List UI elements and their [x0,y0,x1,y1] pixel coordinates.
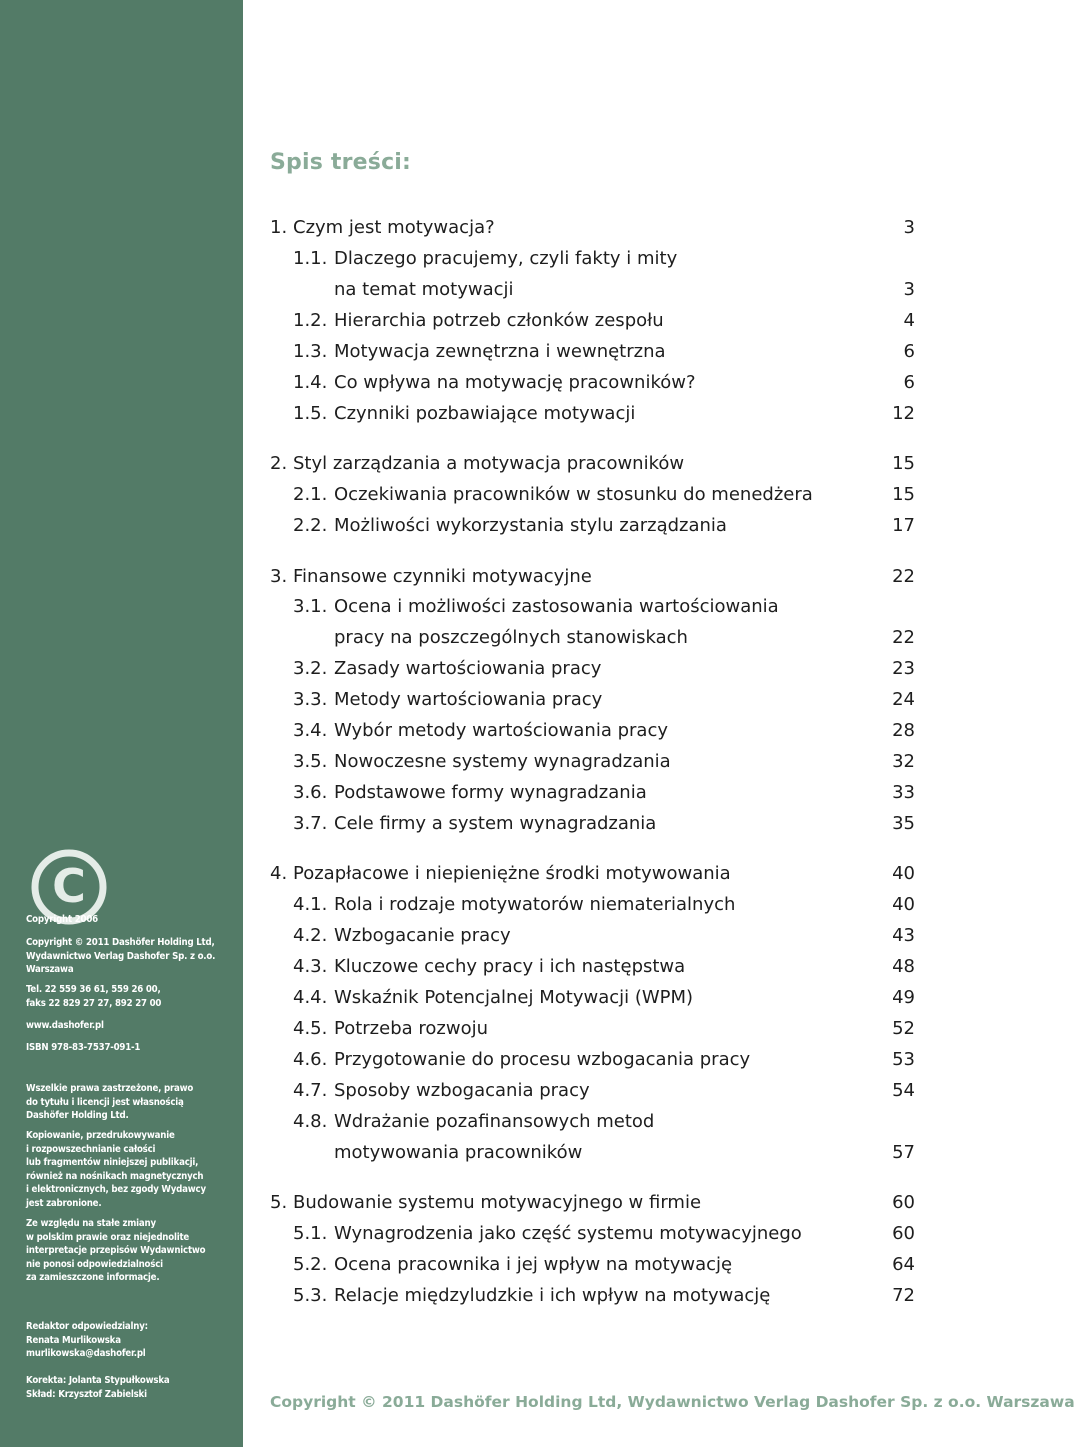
toc-entry [270,1218,915,1249]
entry-title: Metody wartościowania pracy [334,689,603,710]
toc-entry [270,808,915,839]
entry-title: pracy na poszczególnych stanowiskach [334,627,688,648]
entry-title: Czym jest motywacja? [293,217,495,238]
rights-line: do tytułu i licencji jest własnością [26,1096,184,1108]
entry-number: 3.3. [293,689,328,710]
copying-block [26,1129,236,1210]
entry-page: 23 [892,658,915,679]
isbn: ISBN 978-83-7537-091-1 [26,1042,141,1053]
entry-title: Możliwości wykorzystania stylu zarządzania [334,515,727,536]
credits-line: Korekta: Jolanta Stypułkowska [26,1375,170,1386]
entry-page: 32 [892,751,915,772]
entry-page: 17 [892,515,915,536]
liability-line: w polskim prawie oraz niejednolite [26,1231,190,1243]
entry-number: 1.2. [293,310,328,331]
entry-number: 4.7. [293,1080,328,1101]
entry-title: Czynniki pozbawiające motywacji [334,403,636,424]
toc-entry [270,448,915,479]
entry-page: 3 [903,217,915,238]
copyright-symbol: C [52,859,86,913]
entry-number: 2.2. [293,515,328,536]
entry-number: 3. [270,566,288,587]
toc-entry [270,510,915,541]
entry-title: Oczekiwania pracowników w stosunku do menedżera [334,484,813,505]
toc-entry [270,398,915,429]
entry-title: Wskaźnik Potencjalnej Motywacji (WPM) [334,987,694,1008]
entry-number: 3.2. [293,658,328,679]
entry-number: 4.8. [293,1111,328,1132]
toc-entry [270,274,915,305]
entry-title: Potrzeba rozwoju [334,1018,488,1039]
liability-block [26,1217,236,1285]
entry-title: Wzbogacanie pracy [334,925,511,946]
entry-page: 52 [892,1018,915,1039]
entry-number: 1.5. [293,403,328,424]
toc-entry [270,684,915,715]
toc-entry [270,305,915,336]
entry-page: 60 [892,1192,915,1213]
toc-entry [270,889,915,920]
toc-entry [270,1044,915,1075]
entry-page: 6 [903,372,915,393]
toc-entry [270,858,915,889]
entry-page: 48 [892,956,915,977]
phone-line: Tel. 22 559 36 61, 559 26 00, [26,984,161,995]
editor-email: murlikowska@dashofer.pl [26,1348,146,1359]
entry-title: Finansowe czynniki motywacyjne [293,566,592,587]
entry-title: Podstawowe formy wynagradzania [334,782,647,803]
rights-block [26,1082,236,1123]
entry-number: 1.4. [293,372,328,393]
entry-number: 5.2. [293,1254,328,1275]
entry-title: Co wpływa na motywację pracowników? [334,372,696,393]
entry-page: 12 [892,403,915,424]
entry-title: Relacje międzyludzkie i ich wpływ na motywację [334,1285,771,1306]
entry-page: 22 [892,566,915,587]
editor-line: Redaktor odpowiedzialny: [26,1321,148,1332]
website-block [26,1019,236,1033]
toc-entry [270,622,915,653]
sidebar-panel [0,0,243,1447]
entry-title: Sposoby wzbogacania pracy [334,1080,590,1101]
entry-number: 1.1. [293,248,328,269]
entry-title: Wybór metody wartościowania pracy [334,720,669,741]
copying-line: jest zabronione. [26,1197,102,1209]
toc-entry [270,561,915,592]
credits-block [26,1374,236,1401]
entry-number: 5.1. [293,1223,328,1244]
entry-number: 3.5. [293,751,328,772]
phone-line: faks 22 829 27 27, 892 27 00 [26,997,162,1009]
entry-number: 3.6. [293,782,328,803]
copyright-year-block [26,913,236,927]
editor-block [26,1320,236,1361]
entry-title: Ocena i możliwości zastosowania wartościowania [334,596,779,617]
entry-number: 5.3. [293,1285,328,1306]
editor-line: Renata Murlikowska [26,1334,121,1346]
entry-title: Styl zarządzania a motywacja pracowników [293,453,685,474]
publisher-line: Copyright © 2011 Dashöfer Holding Ltd, [26,937,215,948]
entry-number: 2. [270,453,288,474]
entry-page: 57 [892,1142,915,1163]
entry-page: 35 [892,813,915,834]
copying-line: Kopiowanie, przedrukowywanie [26,1130,175,1141]
entry-number: 3.1. [293,596,328,617]
toc-entry [270,212,915,243]
website: www.dashofer.pl [26,1020,104,1031]
toc-entry [270,1106,915,1137]
entry-page: 6 [903,341,915,362]
toc-entry [270,746,915,777]
entry-number: 4.4. [293,987,328,1008]
toc-entry [270,1137,915,1168]
entry-page: 22 [892,627,915,648]
toc-entry [270,1075,915,1106]
entry-page: 40 [892,863,915,884]
entry-page: 53 [892,1049,915,1070]
entry-page: 40 [892,894,915,915]
entry-number: 4.5. [293,1018,328,1039]
entry-number: 4.1. [293,894,328,915]
toc-entry [270,367,915,398]
toc-entry [270,591,915,622]
liability-line: interpretacje przepisów Wydawnictwo [26,1245,206,1256]
entry-title: Wdrażanie pozafinansowych metod [334,1111,655,1132]
publisher-block [26,936,236,977]
copying-line: i rozpowszechnianie całości [26,1143,156,1155]
copying-line: lub fragmentów niniejszej publikacji, [26,1157,199,1168]
entry-number: 2.1. [293,484,328,505]
entry-title: Przygotowanie do procesu wzbogacania pracy [334,1049,751,1070]
entry-page: 24 [892,689,915,710]
entry-page: 15 [892,484,915,505]
toc-entry [270,1013,915,1044]
entry-page: 28 [892,720,915,741]
entry-page: 54 [892,1080,915,1101]
copyright-year: Copyright 2006 [26,914,98,925]
toc-entry [270,951,915,982]
entry-number: 3.7. [293,813,328,834]
entry-title: na temat motywacji [334,279,514,300]
toc-entry [270,653,915,684]
entry-title: Dlaczego pracujemy, czyli fakty i mity [334,248,678,269]
entry-title: motywowania pracowników [334,1142,583,1163]
entry-page: 33 [892,782,915,803]
entry-page: 60 [892,1223,915,1244]
toc-entry [270,1249,915,1280]
entry-title: Nowoczesne systemy wynagradzania [334,751,671,772]
entry-number: 5. [270,1192,288,1213]
entry-page: 43 [892,925,915,946]
entry-number: 1.3. [293,341,328,362]
entry-number: 1. [270,217,288,238]
entry-page: 72 [892,1285,915,1306]
liability-line: Ze względu na stałe zmiany [26,1218,156,1229]
toc-entry [270,982,915,1013]
entry-title: Zasady wartościowania pracy [334,658,602,679]
entry-number: 4.3. [293,956,328,977]
entry-title: Hierarchia potrzeb członków zespołu [334,310,664,331]
toc-entry [270,243,915,274]
publisher-line: Wydawnictwo Verlag Dashofer Sp. z o.o. [26,950,216,962]
entry-page: 15 [892,453,915,474]
toc-entry [270,1187,915,1218]
isbn-block [26,1041,236,1055]
liability-line: nie ponosi odpowiedzialności [26,1258,163,1270]
copying-line: również na nośnikach magnetycznych [26,1170,204,1182]
toc-entry [270,777,915,808]
entry-page: 49 [892,987,915,1008]
entry-page: 64 [892,1254,915,1275]
entry-number: 4. [270,863,288,884]
entry-title: Wynagrodzenia jako część systemu motywacyjnego [334,1223,802,1244]
toc-entry [270,1280,915,1311]
entry-title: Budowanie systemu motywacyjnego w firmie [293,1192,702,1213]
phone-block [26,983,236,1010]
entry-title: Pozapłacowe i niepieniężne środki motywowania [293,863,731,884]
entry-title: Motywacja zewnętrzna i wewnętrzna [334,341,666,362]
entry-number: 3.4. [293,720,328,741]
entry-page: 4 [903,310,915,331]
entry-page: 3 [903,279,915,300]
rights-line: Dashöfer Holding Ltd. [26,1110,129,1121]
copying-line: i elektronicznych, bez zgody Wydawcy [26,1184,206,1195]
liability-line: za zamieszczone informacje. [26,1272,160,1283]
entry-title: Ocena pracownika i jej wpływ na motywację [334,1254,733,1275]
credits-line: Skład: Krzysztof Zabielski [26,1388,147,1400]
entry-title: Cele firmy a system wynagradzania [334,813,657,834]
toc-entry [270,920,915,951]
footer-copyright: Copyright © 2011 Dashöfer Holding Ltd, Wydawnictwo Verlag Dashofer Sp. z o.o. Warszawa [270,1393,1075,1411]
entry-number: 4.6. [293,1049,328,1070]
toc-entry [270,336,915,367]
toc-title: Spis treści: [270,150,412,175]
rights-line: Wszelkie prawa zastrzeżone, prawo [26,1083,194,1094]
toc-entry [270,479,915,510]
toc-entry [270,715,915,746]
entry-title: Rola i rodzaje motywatorów niematerialnych [334,894,736,915]
entry-title: Kluczowe cechy pracy i ich następstwa [334,956,686,977]
entry-number: 4.2. [293,925,328,946]
publisher-line: Warszawa [26,964,74,975]
